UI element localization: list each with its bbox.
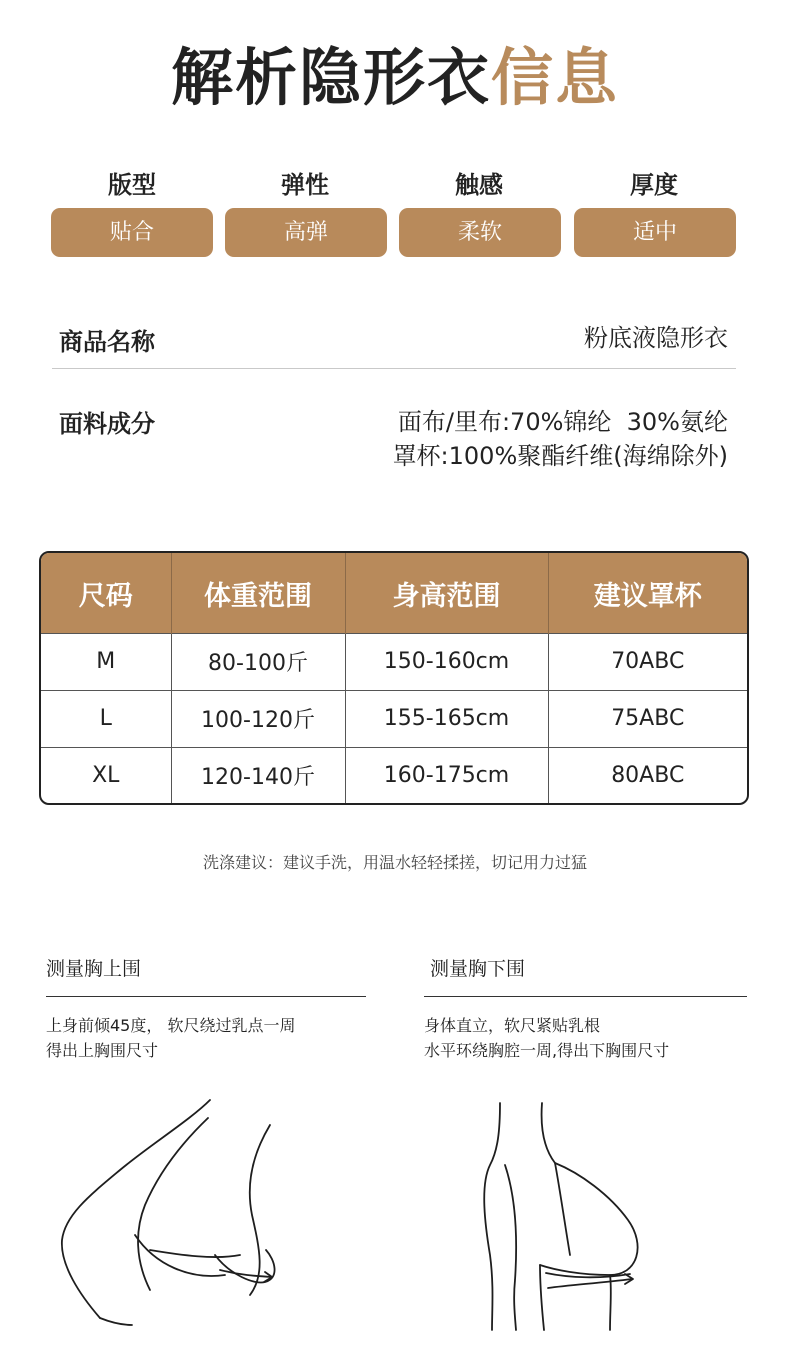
product-name-value: 粉底液隐形衣 (584, 324, 728, 352)
header-weight: 体重范围 (171, 553, 345, 634)
cell-cup: 75ABC (548, 690, 747, 747)
fabric-label: 面料成分 (59, 410, 155, 438)
size-table-header (41, 553, 747, 634)
measure-lower-desc-2: 水平环绕胸腔一周,得出下胸围尺寸 (424, 1041, 670, 1060)
attr-value-fit: 贴合 (51, 208, 213, 257)
attr-label-touch: 触感 (455, 171, 503, 199)
attr-label-fit: 版型 (108, 171, 156, 199)
table-row (41, 690, 747, 747)
cell-weight: 80-100斤 (171, 634, 345, 691)
header-size: 尺码 (41, 553, 171, 634)
header-height: 身高范围 (345, 553, 548, 634)
attr-value-elasticity: 高弹 (225, 208, 387, 257)
product-name-label: 商品名称 (59, 328, 155, 356)
fabric-line2: 罩杯:100%聚酯纤维(海绵除外) (392, 442, 728, 470)
attr-value-thickness: 适中 (574, 208, 736, 257)
cell-size: M (41, 634, 171, 691)
page-title (0, 38, 790, 118)
cell-height: 155-165cm (345, 690, 548, 747)
under-bust-illustration (470, 1095, 670, 1335)
attr-value-touch: 柔软 (399, 208, 561, 257)
measure-lower-desc-1: 身体直立，软尺紧贴乳根 (424, 1016, 601, 1035)
upper-bust-illustration (40, 1090, 370, 1330)
cell-height: 160-175cm (345, 747, 548, 803)
cell-weight: 120-140斤 (171, 747, 345, 803)
cell-cup: 80ABC (548, 747, 747, 803)
table-row (41, 747, 747, 803)
title-part2: 信息 (491, 41, 620, 114)
attr-label-elasticity: 弹性 (281, 171, 329, 199)
fabric-line1: 面布/里布:70%锦纶 30%氨纶 (397, 408, 728, 436)
header-cup: 建议罩杯 (548, 553, 747, 634)
measure-lower-title: 测量胸下围 (430, 958, 526, 980)
measure-upper-desc-2: 得出上胸围尺寸 (46, 1041, 159, 1060)
size-table (39, 551, 749, 805)
cell-size: XL (41, 747, 171, 803)
measure-upper-divider (46, 996, 366, 997)
cell-cup: 70ABC (548, 634, 747, 691)
divider (52, 368, 736, 369)
cell-size: L (41, 690, 171, 747)
title-part1: 解析隐形衣 (170, 41, 491, 114)
measure-upper-title: 测量胸上围 (46, 958, 142, 980)
attr-label-thickness: 厚度 (630, 171, 678, 199)
care-instructions: 洗涤建议：建议手洗，用温水轻轻揉搓，切记用力过猛 (202, 853, 587, 872)
measure-upper-desc-1: 上身前倾45度， 软尺绕过乳点一周 (46, 1016, 296, 1035)
measure-lower-divider (424, 996, 747, 997)
cell-height: 150-160cm (345, 634, 548, 691)
cell-weight: 100-120斤 (171, 690, 345, 747)
table-row (41, 634, 747, 691)
